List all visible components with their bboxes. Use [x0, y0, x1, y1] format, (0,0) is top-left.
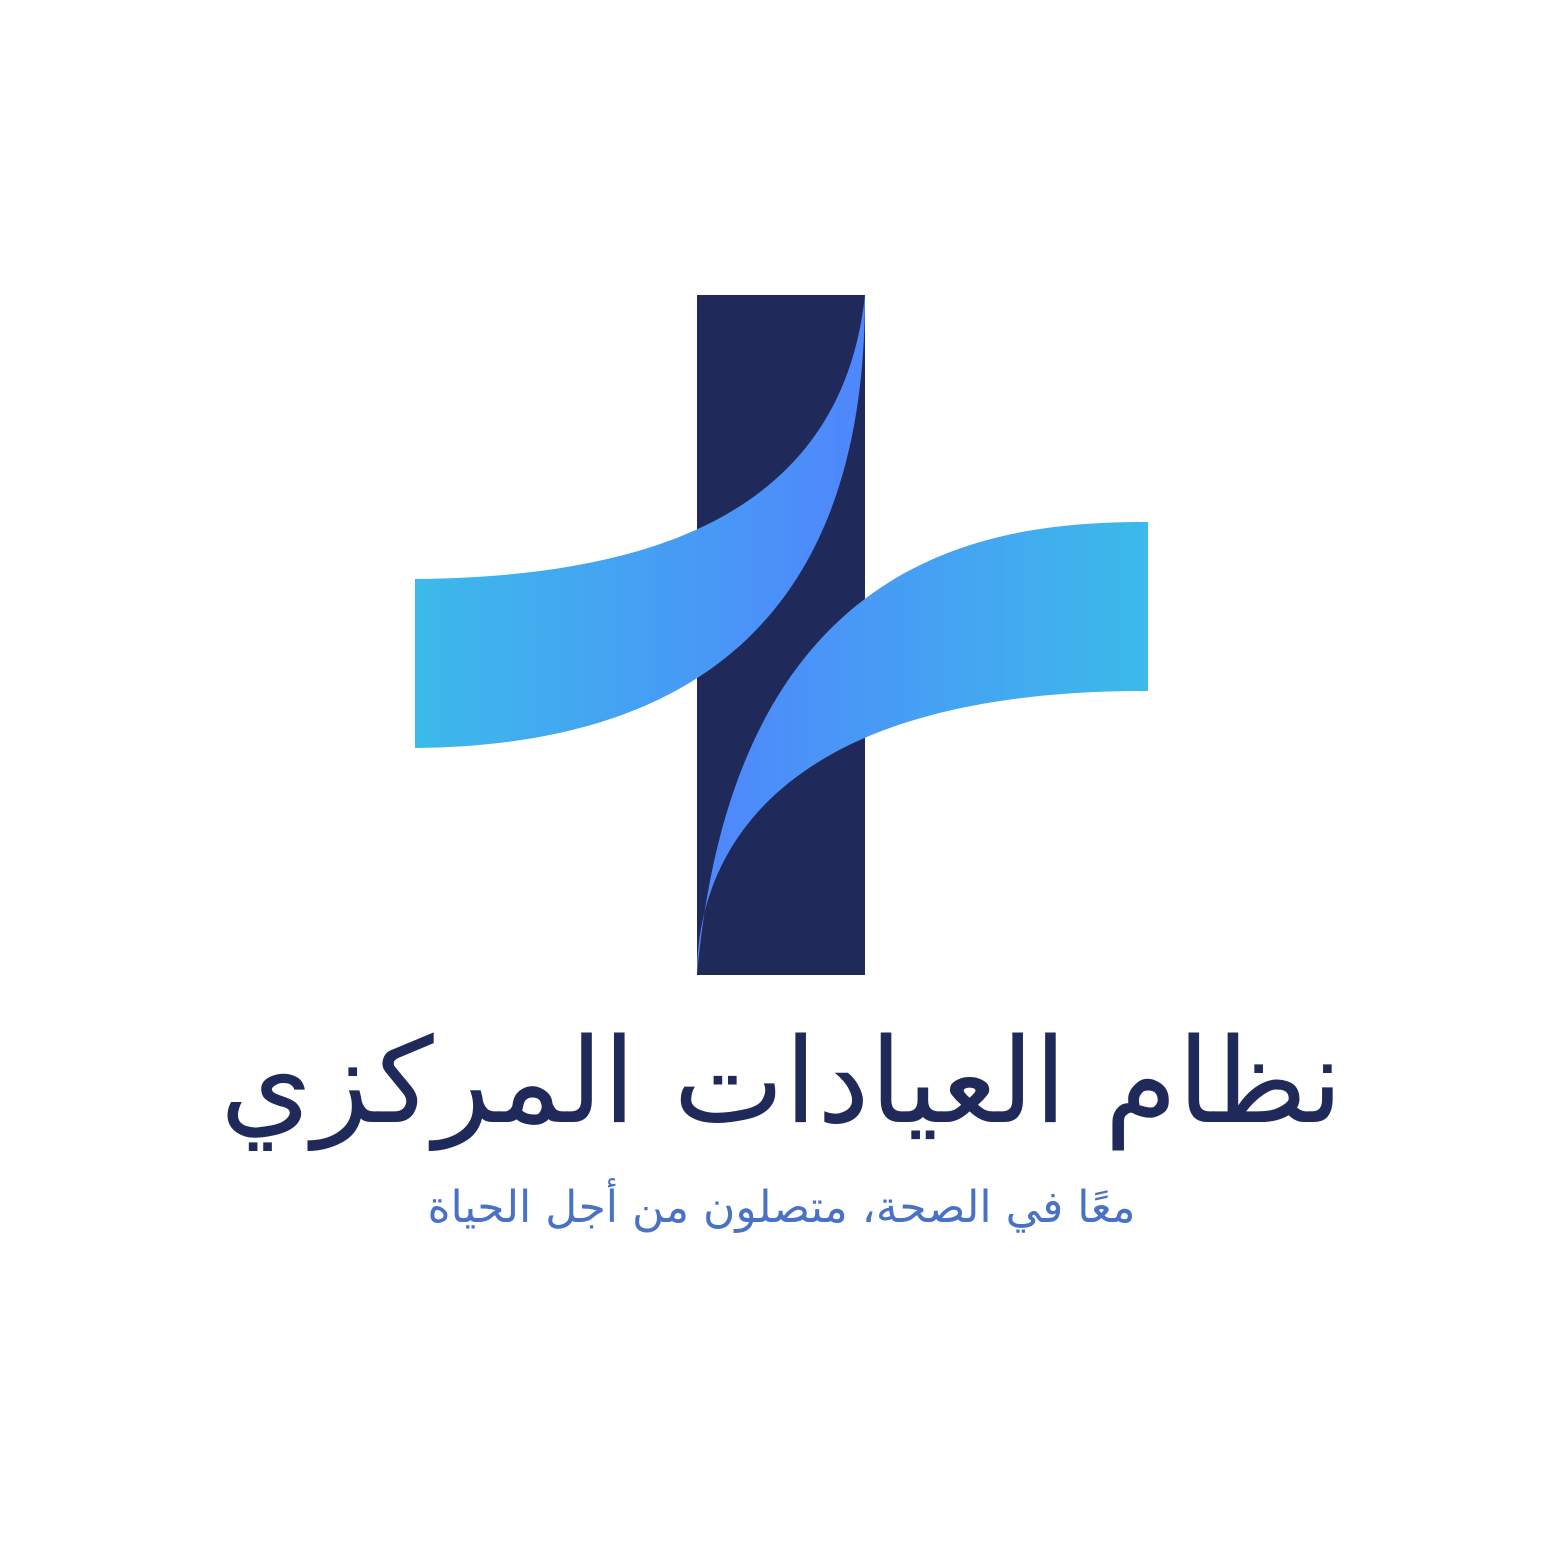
brand-title: نظام العيادات المركزي — [219, 1012, 1344, 1150]
brand-tagline: معًا في الصحة، متصلون من أجل الحياة — [427, 1182, 1136, 1233]
